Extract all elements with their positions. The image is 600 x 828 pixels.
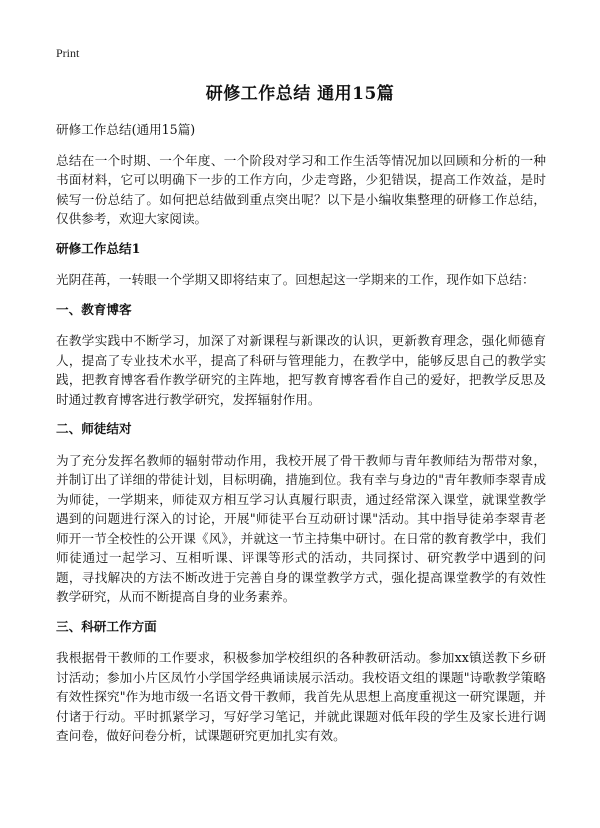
print-link[interactable]: Print: [56, 46, 80, 60]
document-body: [56, 120, 546, 756]
intro-paragraph: 总结在一个时期、一个年度、一个阶段对学习和工作生活等情况加以回顾和分析的一种书面材料，它可以明确下一步的工作方向，少走弯路，少犯错误，提高工作效益，是时候写一份总结了。如何把总结做到重点突出呢？以下是小编收集整理的研修工作总结，仅供参考，欢迎大家阅读。: [56, 152, 546, 226]
document-title: 研修工作总结 通用15篇: [205, 84, 395, 104]
section-text-research: 我根据骨干教师的工作要求，积极参加学校组织的各种教研活动。参加xx镇送教下乡研讨活动；参加小片区凤竹小学国学经典诵读展示活动。我校语文组的课题"诗歌教学策略有效性探究"作为地市级一名语文骨干教师，我首先从思想上高度重视这一研究课题，并付诸于行动。平时抓紧学习，写好学习笔记，并就此课题对低年段的学生及家长进行调查问卷，做好问卷分析，试课题研究更加扎实有效。: [56, 650, 546, 743]
section-heading-research: 三、科研工作方面: [56, 618, 157, 634]
section-text-blog: 在教学实践中不断学习，加深了对新课程与新课改的认识，更新教育理念，强化师德育人，提高了专业技术水平，提高了科研与管理能力，在教学中，能够反思自己的教学实践，把教育博客看作教学研究的主阵地，把写教育博客看作自己的爱好，把教学反思及时通过教育博客进行教学研究，发挥辐射作用。: [56, 333, 546, 407]
section-heading-mentoring: 二、师徒结对: [56, 421, 132, 436]
document-subtitle: 研修工作总结(通用15篇): [56, 122, 196, 137]
article-intro-paragraph: 光阴荏苒，一转眼一个学期又即将结束了。回想起这一学期来的工作，现作如下总结：: [56, 272, 535, 287]
section-text-mentoring: 为了充分发挥名教师的辐射带动作用，我校开展了骨干教师与青年教师结为帮带对象，并制订出了详细的带徒计划，目标明确，措施到位。我有幸与身边的"青年教师李翠青成为师徒，一学期来，师徒双方相互学习认真履行职责，通过经常深入课堂，就课堂教学遇到的问题进行深入的讨论，开展"师徒平台互动研讨课"活动。其中指导徒弟李翠青老师开一节全校性的公开课《风》，并就这一节主持集中研讨。在日常的教育教学中，我们师徒通过一起学习、互相听课、评课等形式的活动，共同探讨、研究教学中遇到的问题，寻找解决的方法不断改进于完善自身的课堂教学方式，强化提高课堂教学的有效性教学研究，从而不断提高自身的业务素养。: [56, 452, 546, 604]
section-heading-blog: 一、教育博客: [56, 301, 132, 317]
article-heading: 研修工作总结1: [56, 240, 141, 256]
